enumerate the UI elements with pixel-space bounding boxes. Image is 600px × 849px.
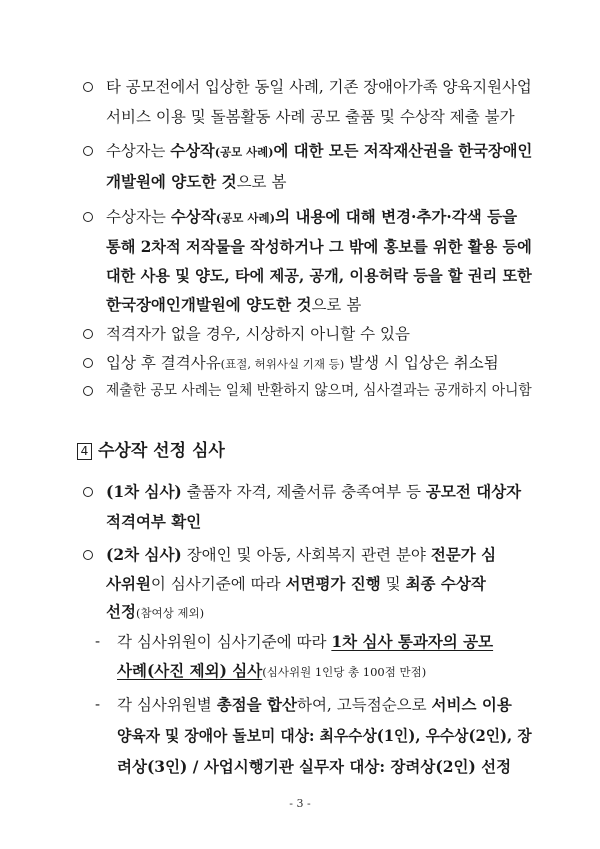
sub-1-line-1 [117, 632, 493, 652]
text-bold: 서면평가 진행 [285, 574, 381, 593]
item-2-line-2 [106, 172, 286, 192]
text-small: (참여상 제외) [135, 606, 205, 620]
item-1-line-2: 서비스 이용 및 돌봄활동 사례 공모 출품 및 수상작 제출 불가 [106, 108, 515, 126]
text: 각 심사위원별 [117, 696, 217, 714]
stage-2-line-2 [106, 574, 486, 594]
text-bold-underline: 사례(사진 제외) 심사 [117, 661, 263, 680]
bullet-circle [83, 82, 93, 92]
item-3-line-1 [106, 207, 517, 228]
section-title: 수상작 선정 심사 [98, 441, 225, 461]
text: 이 심사기준에 따라 [150, 575, 286, 593]
stage-2-line-1 [106, 545, 496, 565]
text-bold: 서비스 이용 [431, 695, 512, 714]
text-bold: 에 대한 모든 저작재산권을 한국장애인 [273, 141, 533, 160]
stage-2-line-3 [106, 602, 204, 623]
text-bold: (1차 심사) [106, 482, 182, 501]
text-small: (심사위원 1인당 총 100점 만점) [262, 665, 427, 679]
text: 및 [380, 575, 406, 593]
text: 수상자는 [106, 142, 171, 160]
bullet-circle [83, 386, 93, 396]
text-bold: (2차 심사) [106, 545, 182, 564]
page-number: - 3 - [289, 797, 311, 810]
sub-1-line-2 [117, 661, 426, 682]
text: 각 심사위원이 심사기준에 따라 [117, 633, 332, 651]
text-bold: 선정 [106, 602, 136, 621]
text-bold: 개발원에 양도한 것 [106, 172, 237, 191]
text: 발생 시 입상은 취소됨 [344, 354, 499, 372]
text: 입상 후 결격사유 [106, 354, 221, 372]
text-bold-underline: 1차 심사 통과자의 공모 [331, 632, 494, 651]
item-6: 제출한 공모 사례는 일체 반환하지 않으며, 심사결과는 공개하지 아니함 [106, 383, 532, 399]
sub-2-line-3: 려상(3인) / 사업시행기관 실무자 대상: 장려상(2인) 선정 [117, 757, 512, 776]
text-bold: 전문가 심 [430, 545, 497, 564]
sub-2-line-1 [117, 695, 512, 715]
item-2-line-1 [106, 141, 532, 162]
dash-bullet: - [95, 632, 101, 650]
text-bold: 수상작 [170, 207, 216, 226]
section-number-box: 4 [77, 443, 92, 460]
text-bold: 사위원 [106, 574, 151, 593]
stage-1-line-1 [106, 482, 521, 502]
item-3-line-3: 대한 사용 및 양도, 타에 제공, 공개, 이용허락 등을 할 권리 또한 [106, 266, 532, 285]
bullet-circle [83, 358, 93, 368]
text-small: (표절, 허위사실 기재 등) [220, 357, 345, 371]
text-bold: 공모전 대상자 [425, 482, 522, 501]
dash-bullet: - [95, 695, 101, 713]
item-3-line-4 [106, 295, 361, 315]
text-bold: 의 내용에 대해 변경·추가·각색 등을 [275, 207, 518, 226]
item-3-line-2: 통해 2차적 저작물을 작성하거나 그 밖에 홍보를 위한 활용 등에 [106, 237, 532, 256]
stage-1-line-2: 적격여부 확인 [106, 512, 202, 531]
text: 장애인 및 아동, 사회복지 관련 분야 [181, 546, 431, 564]
text-bold: 한국장애인개발원에 양도한 것 [106, 295, 312, 314]
text: 하여, 고득점순으로 [296, 696, 432, 714]
bullet-circle [83, 146, 93, 156]
sub-2-line-2: 양육자 및 장애아 돌보미 대상: 최우수상(1인), 우수상(2인), 장 [117, 726, 532, 745]
text: 수상자는 [106, 208, 171, 226]
text-bold: 수상작 [170, 141, 215, 160]
bullet-circle [83, 329, 93, 339]
text: 으로 봄 [236, 173, 287, 191]
item-5 [106, 353, 499, 374]
item-1-line-1: 타 공모전에서 입상한 동일 사례, 기존 장애아가족 양육지원사업 [106, 78, 532, 96]
text-bold: 최종 수상작 [405, 574, 486, 593]
bullet-circle [83, 550, 93, 560]
item-4: 적격자가 없을 경우, 시상하지 아니할 수 있음 [106, 325, 411, 343]
bullet-circle [83, 212, 93, 222]
text: 으로 봄 [311, 296, 362, 314]
text: 출품자 자격, 제출서류 충족여부 등 [181, 483, 426, 501]
bullet-circle [83, 487, 93, 497]
text-small: (공모 사례) [214, 145, 274, 159]
text-small: (공모 사례) [215, 211, 276, 225]
text-bold: 총점을 합산 [216, 695, 297, 714]
